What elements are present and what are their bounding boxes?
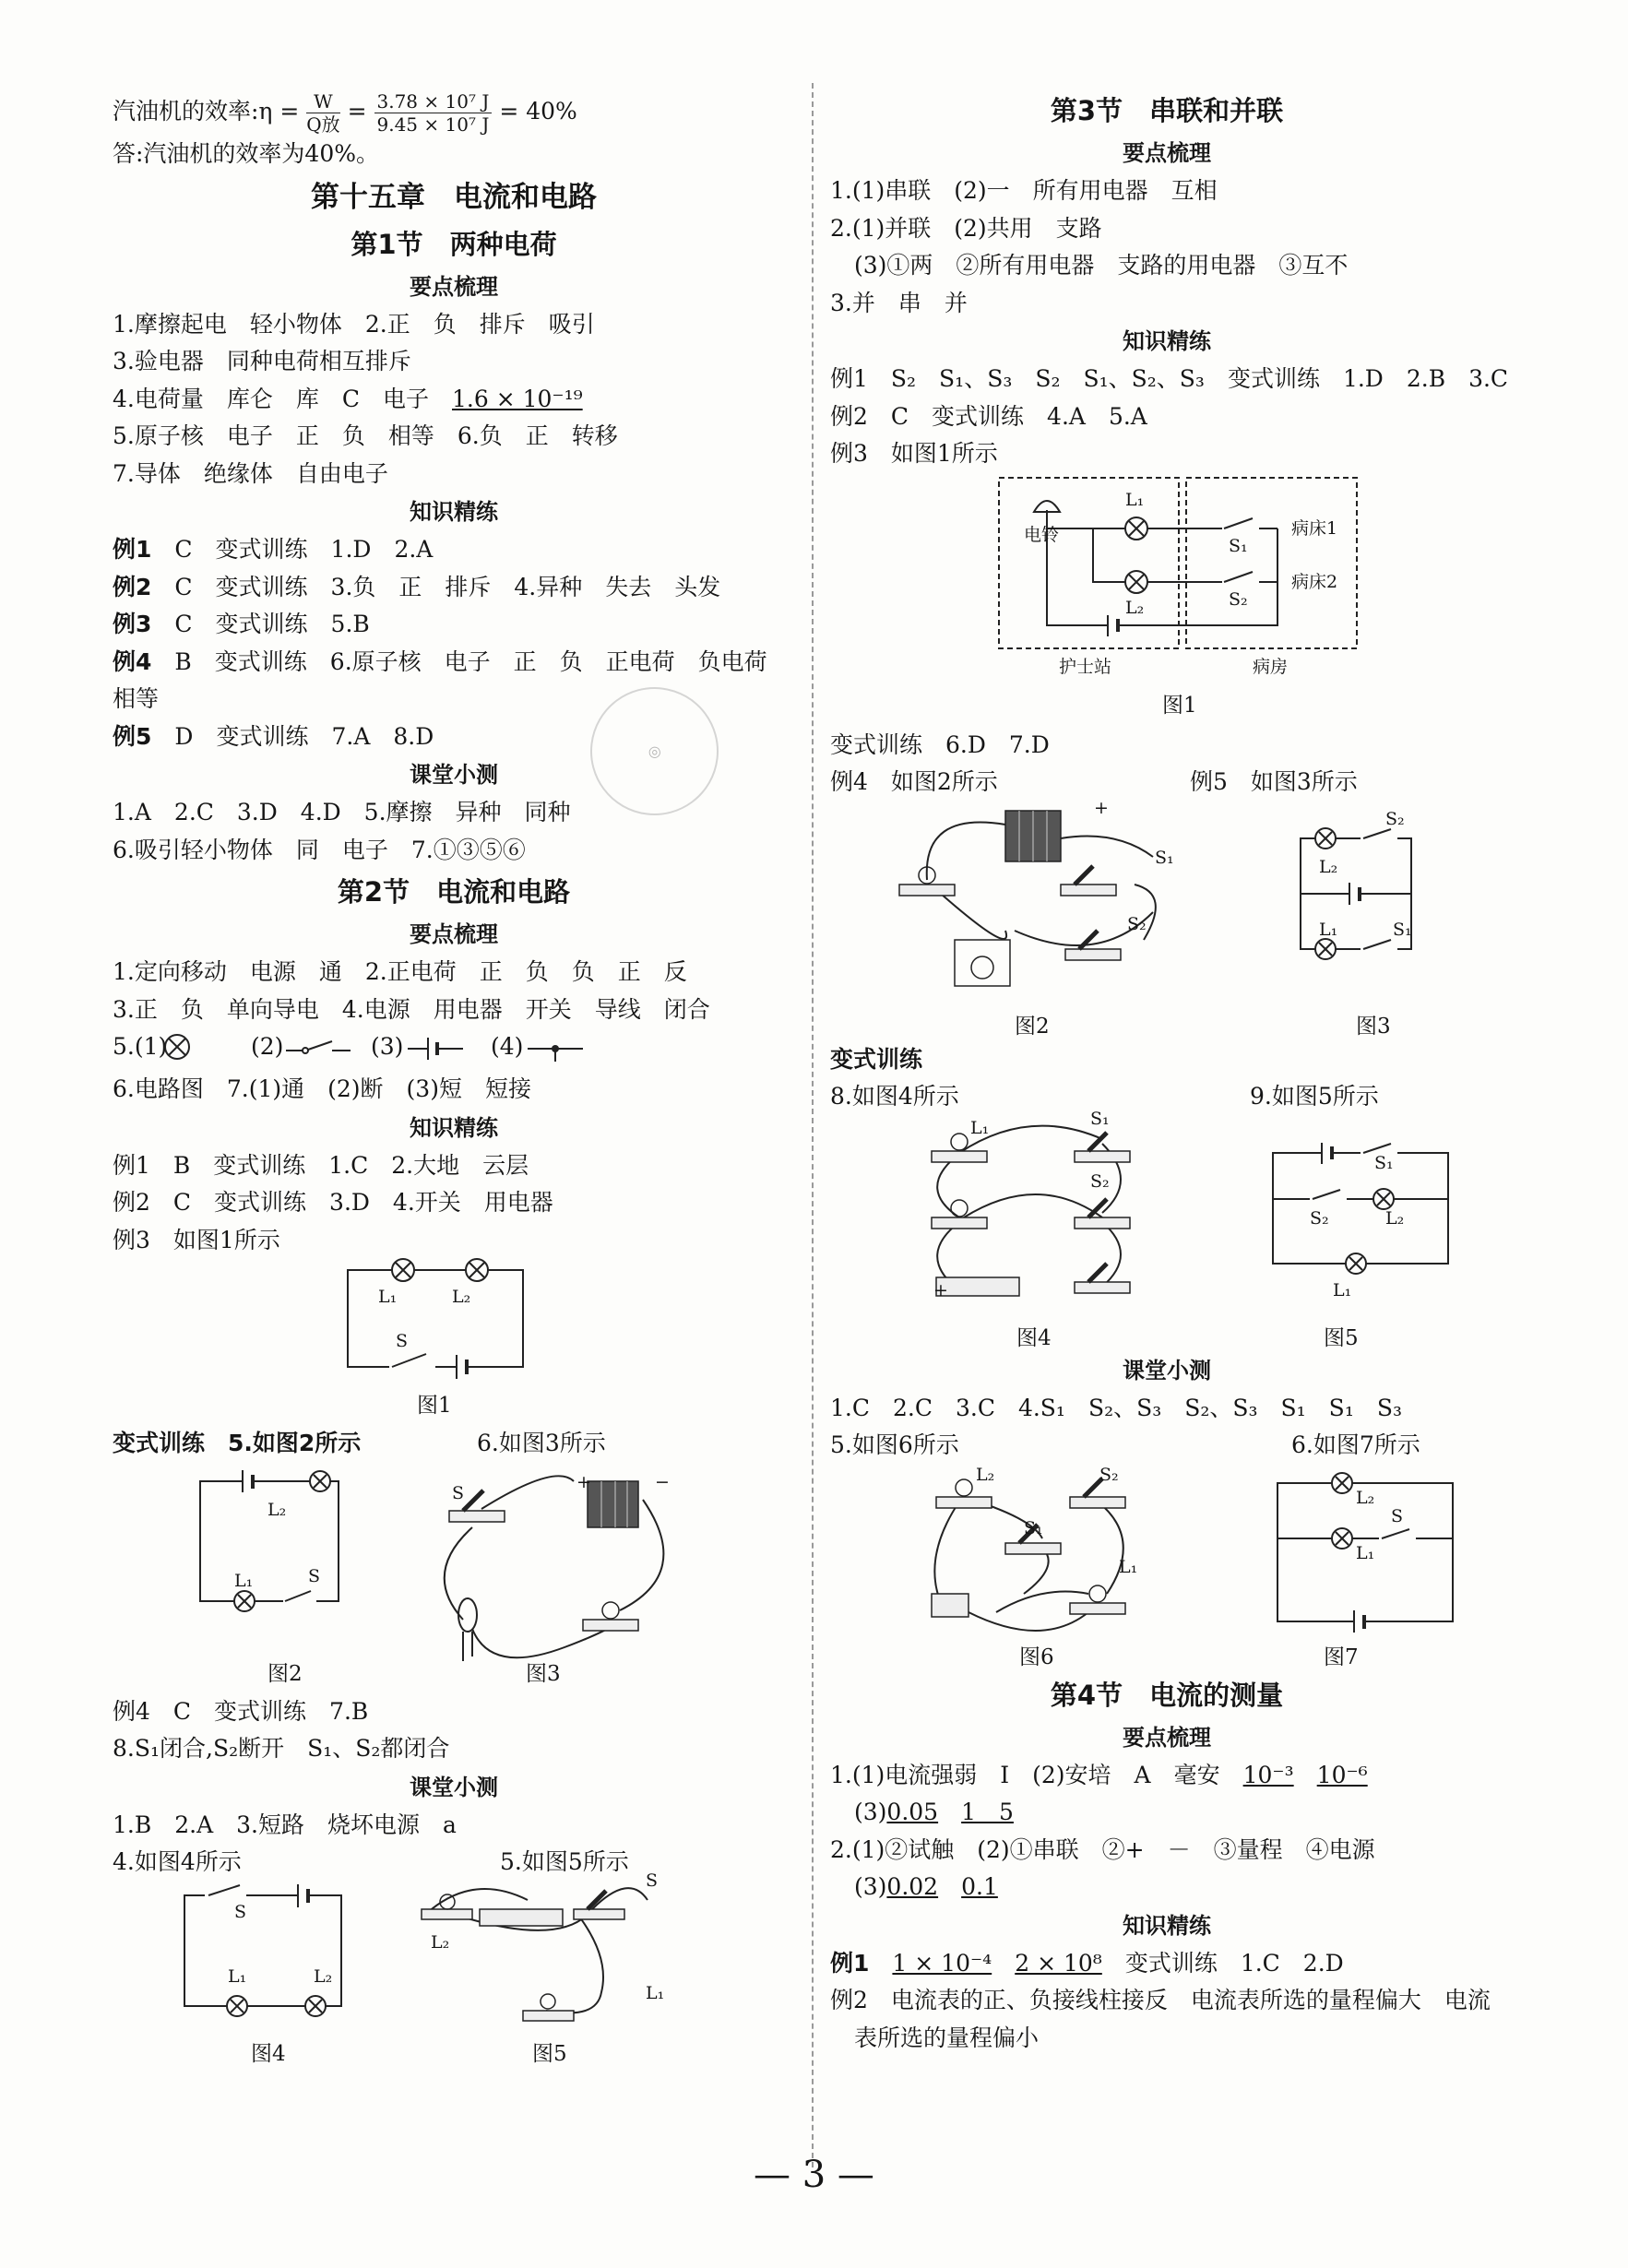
s3-key-3: (3)①两 ②所有用电器 支路的用电器 ③互不 bbox=[854, 252, 1349, 279]
s3-ex45: 例4 如图2所示 例5 如图3所示 bbox=[830, 768, 1358, 795]
parallel-circuit-s3-3 bbox=[1282, 820, 1467, 1004]
s2-ex1: 例1 B 变式训练 1.C 2.大地 云层 bbox=[113, 1151, 529, 1179]
s3-figures-6-7: L₂ S₂ S₁ L₁ L₂ L₁ S 图6 图7 bbox=[830, 1465, 1503, 1672]
s4-ex2: 例2 电流表的正、负接线柱接反 电流表所选的量程偏大 电流 bbox=[830, 1987, 1491, 2013]
s1-ex3: 例3 C 变式训练 5.B bbox=[113, 611, 370, 637]
s1-key-2: 3.验电器 同种电荷相互排斥 bbox=[113, 348, 411, 374]
s1-know-heading: 知识精练 bbox=[410, 499, 498, 525]
s4-ex2-cont: 表所选的量程偏小 bbox=[854, 2024, 1040, 2051]
s3-ex3: 例3 如图1所示 bbox=[830, 440, 998, 467]
section4-title: 第4节 电流的测量 bbox=[1050, 1679, 1284, 1711]
physical-circuit-s3-2 bbox=[885, 802, 1218, 1004]
s2-figures-4-5: S L₁ L₂ L₂ S L₁ 图4 图5 bbox=[113, 1882, 795, 2066]
s2-test-45: 4.如图4所示 5.如图5所示 bbox=[113, 1848, 629, 1875]
efficiency-answer: 答:汽油机的效率为40%。 bbox=[113, 140, 379, 167]
s3-var67: 变式训练 6.D 7.D bbox=[830, 730, 1050, 758]
s2-ex4: 例4 C 变式训练 7.B bbox=[113, 1697, 369, 1725]
s1-test-1: 1.A 2.C 3.D 4.D 5.摩擦 异种 同种 bbox=[113, 799, 571, 825]
battery-symbol-icon bbox=[408, 1028, 472, 1065]
s1-key-4: 5.原子核 电子 正 负 相等 6.负 正 转移 bbox=[113, 422, 618, 449]
right-column bbox=[830, 88, 1509, 2057]
s3-figure-1: 电铃 L₁ L₂ S₁ S₂ 病床1 病床2 护士站 病房 图1 bbox=[830, 473, 1503, 727]
chapter-title: 第十五章 电流和电路 bbox=[311, 180, 597, 214]
s2-var-line: 变式训练 5.如图2所示 6.如图3所示 bbox=[113, 1430, 606, 1456]
s1-ex4: 例4 B 变式训练 6.原子核 电子 正 负 正电荷 负电荷 bbox=[113, 647, 767, 675]
s3-test-56: 5.如图6所示 6.如图7所示 bbox=[830, 1431, 1420, 1458]
s3-q89: 8.如图4所示 9.如图5所示 bbox=[830, 1083, 1379, 1110]
s1-key-3: 4.电荷量 库仑 库 C 电子 1.6 × 10⁻¹⁹ bbox=[113, 385, 583, 412]
s3-key-heading: 要点梳理 bbox=[1123, 140, 1211, 166]
s4-key-1b: (3)0.05 1 5 bbox=[854, 1799, 1014, 1825]
s2-line8: 8.S₁闭合,S₂断开 S₁、S₂都闭合 bbox=[113, 1735, 450, 1762]
s3-ex2: 例2 C 变式训练 4.A 5.A bbox=[830, 402, 1147, 430]
section1-title: 第1节 两种电荷 bbox=[351, 228, 557, 260]
s2-key-3: 6.电路图 7.(1)通 (2)断 (3)短 短接 bbox=[113, 1075, 531, 1102]
s2-ex2: 例2 C 变式训练 3.D 4.开关 用电器 bbox=[113, 1189, 553, 1216]
s4-know-heading: 知识精练 bbox=[1123, 1912, 1211, 1939]
section2-title: 第2节 电流和电路 bbox=[337, 876, 571, 908]
s3-know-heading: 知识精练 bbox=[1123, 328, 1211, 354]
s2-test-heading: 课堂小测 bbox=[410, 1774, 498, 1800]
s2-ex3: 例3 如图1所示 bbox=[113, 1226, 280, 1253]
watermark-stamp: ◎ bbox=[576, 672, 732, 829]
s2-key-1: 1.定向移动 电源 通 2.正电荷 正 负 负 正 反 bbox=[113, 958, 687, 985]
s2-figures-2-3: L₂ L₁ S S + − 图2 图3 bbox=[113, 1463, 795, 1693]
s1-test-2: 6.吸引轻小物体 同 电子 7.①③⑤⑥ bbox=[113, 836, 526, 863]
s3-var-title: 变式训练 bbox=[830, 1045, 923, 1073]
s4-key-heading: 要点梳理 bbox=[1123, 1724, 1211, 1751]
left-column bbox=[113, 88, 795, 2066]
s1-ex4-cont: 相等 bbox=[113, 685, 160, 712]
s1-ex5: 例5 D 变式训练 7.A 8.D bbox=[113, 722, 434, 750]
s4-key-1: 1.(1)电流强弱 I (2)安培 A 毫安 10⁻³ 10⁻⁶ bbox=[830, 1761, 1368, 1788]
s3-figures-4-5: L₁ S₁ S₂ + S₁ S₂ L₂ L₁ 图4 图5 bbox=[830, 1116, 1503, 1351]
s3-key-2: 2.(1)并联 (2)共用 支路 bbox=[830, 214, 1102, 242]
s3-ex1: 例1 S₂ S₁、S₃ S₂ S₁、S₂、S₃ 变式训练 1.D 2.B 3.C bbox=[830, 365, 1509, 392]
s1-key-1: 1.摩擦起电 轻小物体 2.正 负 排斥 吸引 bbox=[113, 310, 595, 338]
s4-key-2: 2.(1)②试触 (2)①串联 ②+ － ③量程 ④电源 bbox=[830, 1835, 1375, 1863]
column-divider bbox=[812, 83, 814, 2167]
s1-ex1: 例1 C 变式训练 1.D 2.A bbox=[113, 536, 434, 563]
s2-figure-1: L₁ L₂ S 图1 bbox=[113, 1259, 795, 1425]
s4-key-2b: (3)0.02 0.1 bbox=[854, 1873, 998, 1900]
junction-symbol-icon bbox=[528, 1028, 592, 1065]
efficiency-formula: 汽油机的效率:η = $\frac{W}{\text{Q放}}$ = $\frac{\text{3.78 × 10⁷ J}}{\text{9.45 × 10⁷ J}}$ = 40% bbox=[113, 90, 577, 136]
s3-key-1: 1.(1)串联 (2)一 所有用电器 互相 bbox=[830, 177, 1218, 204]
s3-figures-2-3: + S₁ S₂ S₂ L₂ L₁ S₁ 图2 图3 bbox=[830, 802, 1503, 1041]
s2-test-1: 1.B 2.A 3.短路 烧坏电源 a bbox=[113, 1811, 457, 1838]
s2-key-heading: 要点梳理 bbox=[410, 921, 498, 947]
series-circuit-diagram bbox=[113, 1259, 795, 1425]
lamp-symbol-icon bbox=[160, 1028, 197, 1065]
s3-test-1: 1.C 2.C 3.C 4.S₁ S₂、S₃ S₂、S₃ S₁ S₁ S₃ bbox=[830, 1394, 1402, 1421]
page-number: — 3 — bbox=[754, 2154, 874, 2196]
s3-test-heading: 课堂小测 bbox=[1123, 1357, 1211, 1383]
s3-key-4: 3.并 串 并 bbox=[830, 289, 968, 316]
physical-circuit-s3-4 bbox=[918, 1116, 1194, 1319]
s1-test-heading: 课堂小测 bbox=[410, 762, 498, 788]
s1-key-5: 7.导体 绝缘体 自由电子 bbox=[113, 459, 388, 487]
s1-ex2: 例2 C 变式训练 3.负 正 排斥 4.异种 失去 头发 bbox=[113, 573, 721, 600]
physical-circuit-s3-6 bbox=[904, 1465, 1181, 1640]
switch-symbol-icon bbox=[286, 1028, 360, 1065]
section3-title: 第3节 串联和并联 bbox=[1050, 95, 1284, 126]
s2-key-2: 3.正 负 单向导电 4.电源 用电器 开关 导线 闭合 bbox=[113, 995, 710, 1023]
s1-key-heading: 要点梳理 bbox=[410, 273, 498, 300]
s2-symbols: 5.(1) (2) (3) (4) bbox=[113, 1028, 795, 1071]
s4-ex1: 例1 1 × 10⁻⁴ 2 × 10⁸ 变式训练 1.C 2.D bbox=[830, 1949, 1344, 1977]
parallel-circuit-s3-5 bbox=[1264, 1144, 1457, 1328]
physical-circuit-5 bbox=[417, 1882, 731, 2066]
s2-know-heading: 知识精练 bbox=[410, 1114, 498, 1141]
